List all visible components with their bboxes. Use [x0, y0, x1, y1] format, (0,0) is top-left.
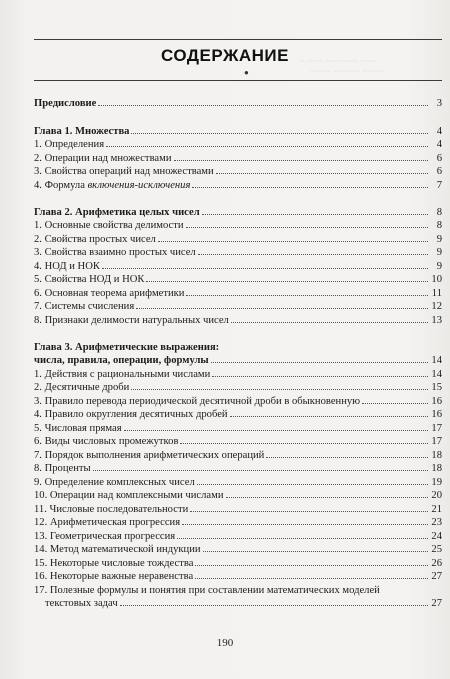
dot-leader [216, 165, 428, 174]
toc-entry [34, 435, 442, 448]
toc-entry-page-number: 10 [431, 274, 442, 285]
page-number: 190 [216, 637, 234, 649]
toc-entry-label: 12. Арифметическая прогрессия [34, 517, 181, 528]
dot-leader [186, 219, 428, 228]
toc-entry-label: 1. Основные свойства делимости [34, 220, 184, 231]
dot-leader [195, 557, 428, 566]
toc-entry-label-emphasis: включения-исключения [87, 180, 191, 191]
toc-entry [34, 138, 442, 151]
dot-leader [102, 260, 428, 269]
toc-entry-page-number: 20 [431, 490, 442, 501]
dot-leader [146, 273, 428, 282]
dot-leader [212, 368, 428, 377]
toc-entry-page-number: 21 [431, 504, 442, 515]
toc-entry-label: 17. Полезные формулы и понятия при составлении математических моделей [34, 585, 380, 596]
toc-entry [34, 503, 442, 516]
dot-leader [186, 287, 428, 296]
toc-entry [34, 489, 442, 502]
dot-leader [177, 530, 428, 539]
toc-entry-label: 8. Признаки делимости натуральных чисел [34, 315, 229, 326]
toc-entry-label: 2. Операции над множествами [34, 153, 172, 164]
toc-entry [34, 246, 442, 259]
toc-entry [34, 287, 442, 300]
dot-leader [136, 300, 428, 309]
toc-entry-page-number: 25 [431, 544, 442, 555]
toc-entry [34, 462, 442, 475]
dot-leader [106, 138, 428, 147]
toc-entry-label: 3. Свойства операций над множествами [34, 166, 214, 177]
toc-entry-page-number: 9 [436, 261, 442, 272]
toc-entry [34, 233, 442, 246]
toc-entry-page-number: 7 [436, 180, 442, 191]
toc-chapter-entry [34, 354, 442, 367]
toc-entry-page-number: 8 [436, 207, 442, 218]
toc-entry-page-number: 11 [431, 288, 442, 299]
dot-leader [198, 246, 428, 255]
toc-entry [34, 408, 442, 421]
title-underline-rule [34, 80, 442, 81]
toc-entry-page-number: 18 [431, 463, 442, 474]
toc-chapter-entry [34, 341, 442, 354]
toc-entry-page-number: 17 [431, 436, 442, 447]
toc-entry-page-number: 16 [431, 409, 442, 420]
toc-entry-label: 9. Определение комплексных чисел [34, 477, 195, 488]
page-title: СОДЕРЖАНИЕ [161, 46, 289, 65]
toc-entry-label: текстовых задач [45, 598, 118, 609]
toc-entry-label: 11. Числовые последовательности [34, 504, 189, 515]
dot-leader [93, 462, 428, 471]
toc-entry [34, 273, 442, 286]
toc-chapter-entry [34, 97, 442, 110]
toc-entry-page-number: 18 [431, 450, 442, 461]
toc-entry [34, 152, 442, 165]
toc-entry [34, 381, 442, 394]
toc-entry-page-number: 4 [436, 126, 442, 137]
dot-leader [182, 516, 428, 525]
toc-entry-page-number: 6 [436, 166, 442, 177]
dot-leader [203, 543, 428, 552]
toc-entry [34, 219, 442, 232]
dot-leader [266, 449, 428, 458]
toc-entry-label: 7. Системы счисления [34, 301, 135, 312]
toc-entry [34, 476, 442, 489]
toc-entry-page-number: 23 [431, 517, 442, 528]
bleed-through-text: ~~~~ ~~~~~ ~~~~ [310, 66, 384, 76]
toc-entry-label: 1. Определения [34, 139, 105, 150]
toc-entry-page-number: 27 [431, 571, 442, 582]
toc-entry-label: Глава 3. Арифметические выражения: [34, 342, 220, 353]
toc-entry-page-number: 3 [436, 98, 442, 109]
toc-entry [34, 570, 442, 583]
dot-leader [120, 597, 428, 606]
toc-entry-page-number: 6 [436, 153, 442, 164]
toc-entry-label: 7. Порядок выполнения арифметических операций [34, 450, 265, 461]
toc-entry [34, 530, 442, 543]
toc-entry-label: 16. Некоторые важные неравенства [34, 571, 194, 582]
dot-leader [197, 476, 428, 485]
bleed-through-text: ~ ~~~ ~~~~~~ ~~~ [300, 56, 376, 66]
dot-leader [231, 314, 428, 323]
toc-entry [34, 516, 442, 529]
toc-entry-label [34, 179, 190, 192]
toc-entry-label: Глава 1. Множества [34, 126, 130, 137]
toc-entry-label: 2. Десятичные дроби [34, 382, 130, 393]
dot-leader [192, 179, 428, 188]
toc-entry-label: 4. НОД и НОК [34, 261, 100, 272]
toc-entry [34, 300, 442, 313]
toc-entry [34, 449, 442, 462]
toc-entry [34, 260, 442, 273]
toc-entry-label: 14. Метод математической индукции [34, 544, 201, 555]
dot-leader [180, 435, 428, 444]
dot-leader [202, 206, 428, 215]
toc-entry-label-prefix: 4. Формула [34, 180, 88, 191]
dot-leader [158, 233, 428, 242]
toc-chapter-entry [34, 125, 442, 138]
toc-entry-label: 1. Действия с рациональными числами [34, 369, 211, 380]
dot-leader [195, 570, 428, 579]
toc-chapter-entry [34, 206, 442, 219]
toc-entry [34, 597, 442, 610]
dot-leader [362, 395, 428, 404]
toc-entry-label: 13. Геометрическая прогрессия [34, 531, 176, 542]
toc-entry-label: 3. Свойства взаимно простых чисел [34, 247, 196, 258]
toc-entry-page-number: 12 [431, 301, 442, 312]
toc-entry-label: 4. Правило округления десятичных дробей [34, 409, 228, 420]
title-dot: ● [244, 68, 249, 77]
dot-leader [124, 422, 428, 431]
toc-entry [34, 584, 442, 597]
toc-entry-label: 5. Числовая прямая [34, 423, 122, 434]
top-rule [34, 39, 442, 40]
dot-leader [190, 503, 428, 512]
toc-entry-label: 2. Свойства простых чисел [34, 234, 156, 245]
toc-entry-label: 5. Свойства НОД и НОК [34, 274, 145, 285]
toc-entry-label: 3. Правило перевода периодической десятичной дроби в обыкновенную [34, 396, 361, 407]
toc-entry-page-number: 8 [436, 220, 442, 231]
toc-entry-label: 6. Виды числовых промежутков [34, 436, 179, 447]
dot-leader [131, 125, 428, 134]
toc-entry-label: Глава 2. Арифметика целых чисел [34, 207, 200, 218]
toc-entry [34, 395, 442, 408]
toc-entry-page-number: 24 [431, 531, 442, 542]
dot-leader [211, 354, 428, 363]
toc-entry [34, 422, 442, 435]
toc-entry-label: 6. Основная теорема арифметики [34, 288, 185, 299]
toc-entry-label: 15. Некоторые числовые тождества [34, 558, 194, 569]
dot-leader [226, 489, 429, 498]
dot-leader [174, 152, 428, 161]
toc-entry [34, 543, 442, 556]
toc-entry-page-number: 13 [431, 315, 442, 326]
toc-entry [34, 165, 442, 178]
toc-entry-page-number: 15 [431, 382, 442, 393]
toc-entry-page-number: 16 [431, 396, 442, 407]
toc-entry-page-number: 17 [431, 423, 442, 434]
toc-entry-page-number: 9 [436, 247, 442, 258]
toc-entry-page-number: 14 [431, 369, 442, 380]
toc-entry-label: 8. Проценты [34, 463, 91, 474]
toc-entry-label: Предисловие [34, 98, 97, 109]
toc-entry [34, 368, 442, 381]
toc-entry [34, 314, 442, 327]
dot-leader [98, 97, 428, 106]
toc-entry-label: числа, правила, операции, формулы [34, 355, 209, 366]
toc-entry [34, 557, 442, 570]
toc-entry-page-number: 27 [431, 598, 442, 609]
toc-entry [34, 179, 442, 192]
toc-entry-page-number: 19 [431, 477, 442, 488]
toc-entry-label: 10. Операции над комплексными числами [34, 490, 224, 501]
dot-leader [230, 408, 428, 417]
toc-entry-page-number: 9 [436, 234, 442, 245]
toc-entry-page-number: 4 [436, 139, 442, 150]
toc-entry-page-number: 26 [431, 558, 442, 569]
toc-entry-page-number: 14 [431, 355, 442, 366]
dot-leader [131, 381, 428, 390]
